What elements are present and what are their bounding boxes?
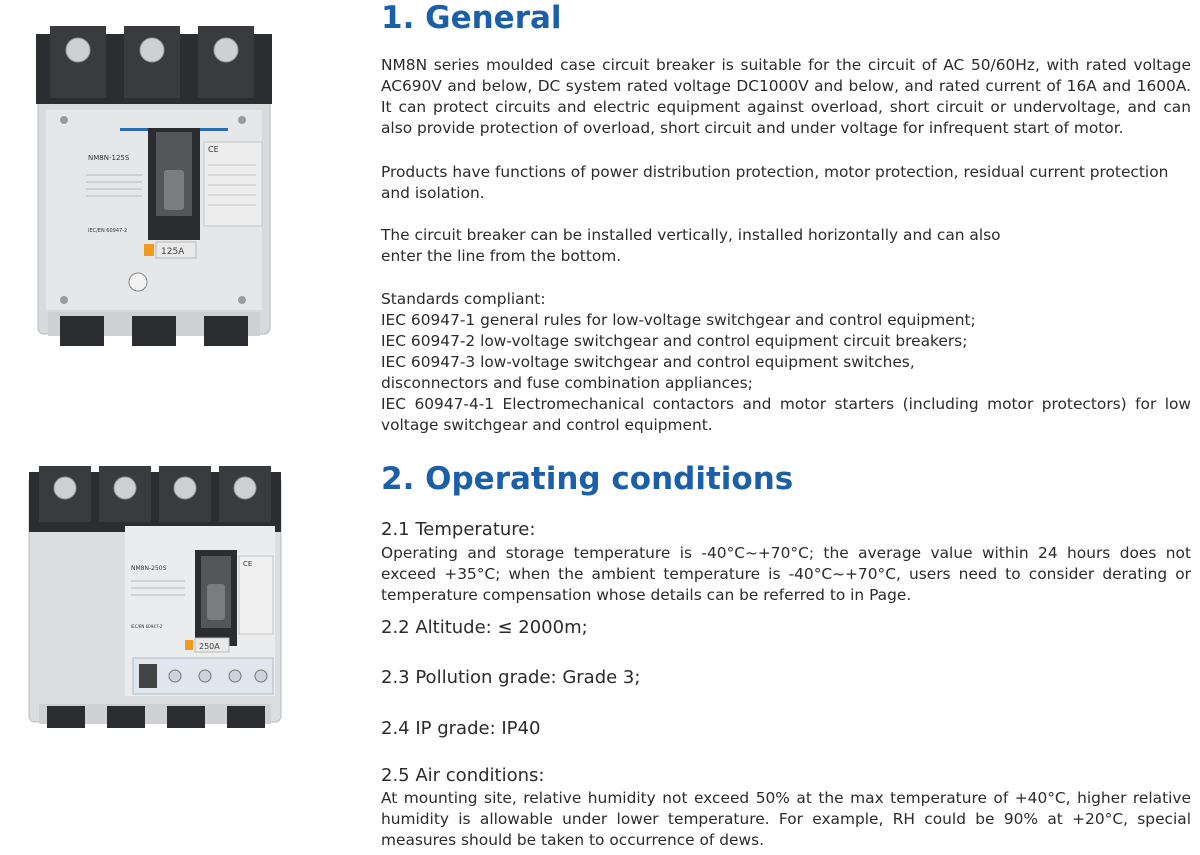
- standard-item-4: IEC 60947-4-1 Electromechanical contactors and motor starters (including motor protectors) for low voltage switchgear and control equipment.: [381, 395, 1191, 434]
- current-rating-2: 250A: [199, 642, 220, 651]
- altitude-item: 2.2 Altitude: ≤ 2000m;: [381, 617, 588, 638]
- temperature-heading: 2.1 Temperature:: [381, 519, 536, 540]
- section-title-operating: 2. Operating conditions: [381, 461, 794, 497]
- temperature-text: Operating and storage temperature is -40°C~+70°C; the average value within 24 hours does not exceed +35°C; when the ambient temperature is -40°C~+70°C, users need to consider derating or temperature compensation whose details can be referred to in Page.: [381, 544, 1191, 604]
- current-rating: 125A: [161, 247, 185, 257]
- breaker-image-125: [28, 20, 278, 350]
- standard-item-3-line-2: disconnectors and fuse combination appliances;: [381, 374, 753, 392]
- standard-item-1: IEC 60947-1 general rules for low-voltage switchgear and control equipment;: [381, 311, 976, 329]
- standard-item-2: IEC 60947-2 low-voltage switchgear and control equipment circuit breakers;: [381, 332, 968, 350]
- standard-label: IEC/EN 60947-2: [88, 228, 128, 234]
- ip-grade-item: 2.4 IP grade: IP40: [381, 718, 541, 739]
- pollution-item: 2.3 Pollution grade: Grade 3;: [381, 667, 641, 688]
- air-conditions-text: At mounting site, relative humidity not exceed 50% at the max temperature of +40°C, higher relative humidity is allowable under lower temperature. For example, RH could be 90% at +20°C, special measures should be taken to occurrence of dews.: [381, 789, 1191, 849]
- ce-mark-2: CE: [243, 560, 253, 568]
- breaker-model-label-2: NM8N-250S: [131, 565, 167, 572]
- install-line-1: The circuit breaker can be installed vertically, installed horizontally and can also: [381, 226, 1001, 244]
- breaker-image-250: [25, 466, 287, 736]
- standards-heading: Standards compliant:: [381, 290, 546, 308]
- standard-label-2: IEC/EN 60947-2: [131, 624, 163, 629]
- standard-item-3-line-1: IEC 60947-3 low-voltage switchgear and control equipment switches,: [381, 353, 915, 371]
- general-paragraph-2: Products have functions of power distribution protection, motor protection, residual current protection and isolation.: [381, 163, 1169, 202]
- air-conditions-heading: 2.5 Air conditions:: [381, 765, 545, 786]
- section-title-general: 1. General: [381, 0, 562, 36]
- standards-list: [381, 289, 1191, 436]
- install-line-2: enter the line from the bottom.: [381, 247, 622, 265]
- general-paragraph-1: NM8N series moulded case circuit breaker is suitable for the circuit of AC 50/60Hz, with rated voltage AC690V and below, DC system rated voltage DC1000V and below, and rated current of 16A and 1600A. It can protect circuits and electric equipment against overload, short circuit or undervoltage, and can also provide protection of overload, short circuit and under voltage for infrequent start of motor.: [381, 56, 1191, 137]
- ce-mark: CE: [208, 145, 219, 154]
- product-images: [0, 0, 370, 855]
- general-paragraph-3: [381, 225, 1191, 267]
- breaker-model-label: NM8N-125S: [88, 154, 130, 162]
